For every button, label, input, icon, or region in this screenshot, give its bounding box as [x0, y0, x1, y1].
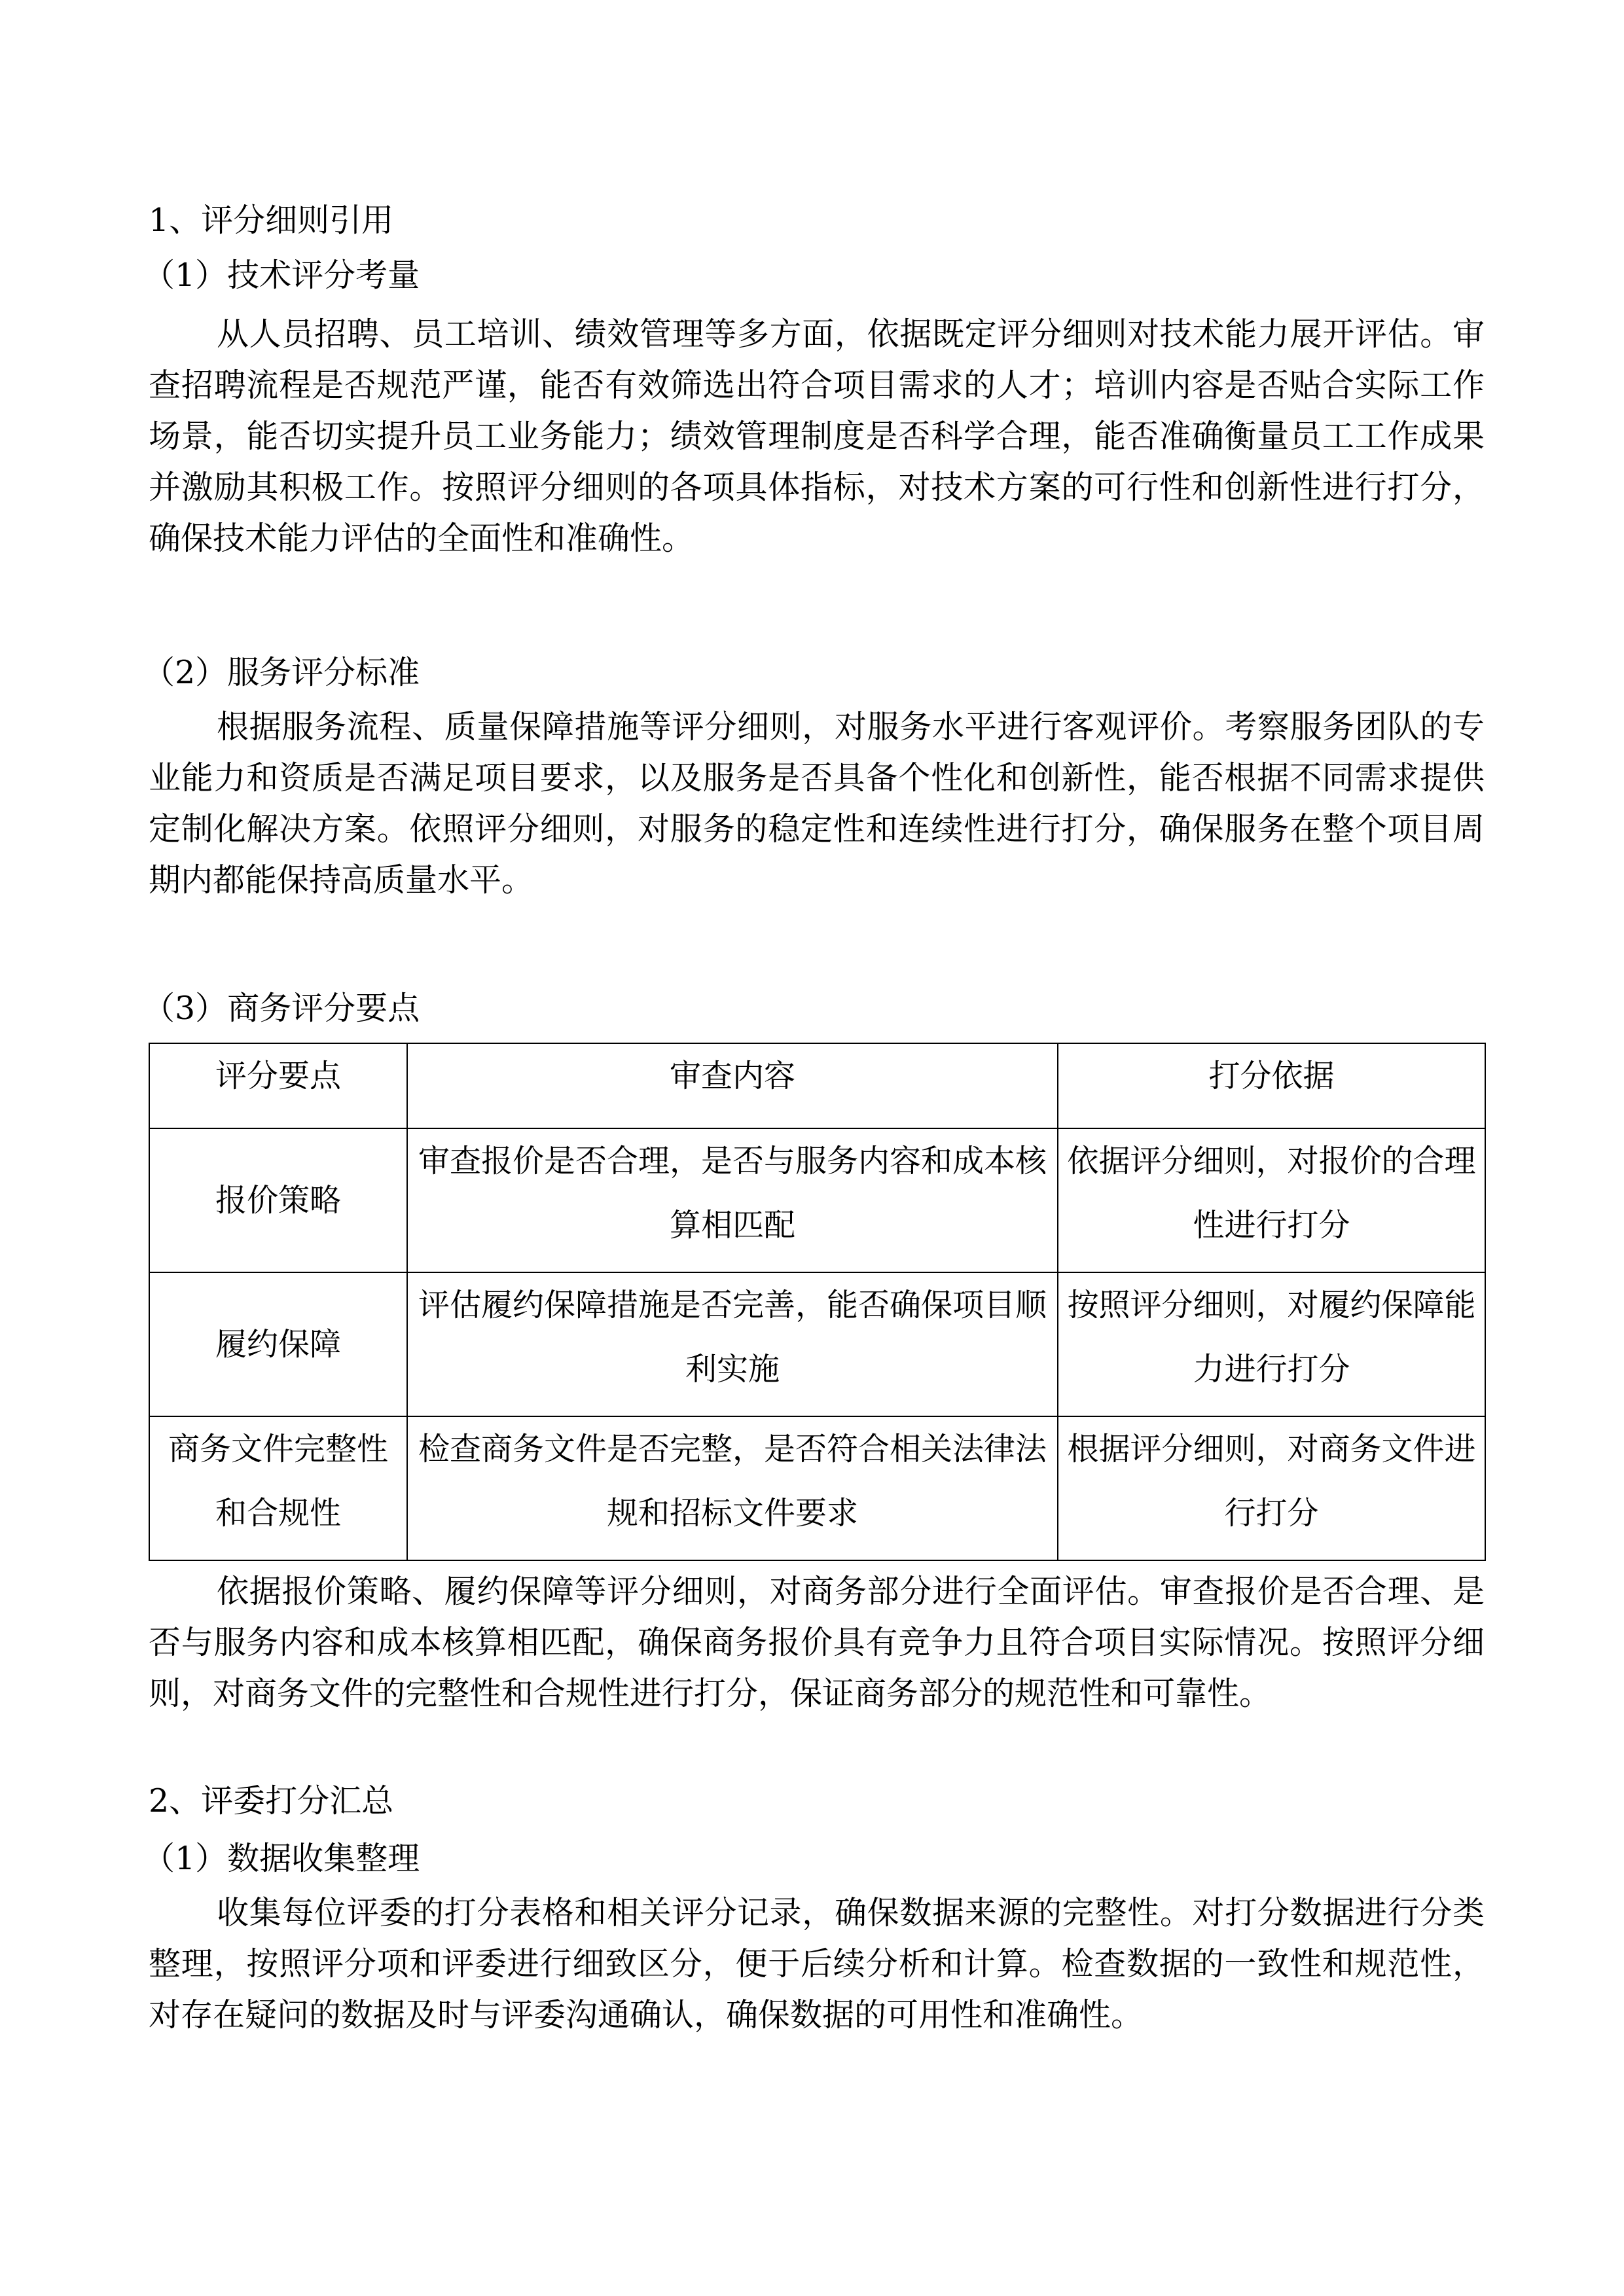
section-1-heading: 1、评分细则引用 [149, 202, 394, 239]
data-collection-paragraph: 收集每位评委的打分表格和相关评分记录，确保数据来源的完整性。对打分数据进行分类整理，按照评分项和评委进行细致区分，便于后续分析和计算。检查数据的一致性和规范性，对存在疑问的数据及时与评委沟通确认，确保数据的可用性和准确性。 [149, 1894, 1485, 2034]
table-cell: 按照评分细则，对履约保障能力进行打分 [1058, 1272, 1485, 1416]
table-cell: 报价策略 [149, 1128, 407, 1272]
table-header-cell: 评分要点 [149, 1043, 407, 1128]
table-cell: 检查商务文件是否完整，是否符合相关法律法规和招标文件要求 [407, 1416, 1058, 1560]
section-2-heading: 2、评委打分汇总 [149, 1782, 394, 1820]
table-cell: 商务文件完整性和合规性 [149, 1416, 407, 1560]
service-paragraph: 根据服务流程、质量保障措施等评分细则，对服务水平进行客观评价。考察服务团队的专业能力和资质是否满足项目要求，以及服务是否具备个性化和创新性，能否根据不同需求提供定制化解决方案。依照评分细则，对服务的稳定性和连续性进行打分，确保服务在整个项目周期内都能保持高质量水平。 [149, 708, 1485, 899]
table-cell: 履约保障 [149, 1272, 407, 1416]
table-row [149, 1272, 1485, 1416]
table-row [149, 1416, 1485, 1560]
subsection-business-heading: （3）商务评分要点 [143, 990, 420, 1027]
table-cell: 评估履约保障措施是否完善，能否确保项目顺利实施 [407, 1272, 1058, 1416]
table-cell: 根据评分细则，对商务文件进行打分 [1058, 1416, 1485, 1560]
table-cell: 审查报价是否合理，是否与服务内容和成本核算相匹配 [407, 1128, 1058, 1272]
business-paragraph: 依据报价策略、履约保障等评分细则，对商务部分进行全面评估。审查报价是否合理、是否与服务内容和成本核算相匹配，确保商务报价具有竞争力且符合项目实际情况。按照评分细则，对商务文件的完整性和合规性进行打分，保证商务部分的规范性和可靠性。 [149, 1573, 1485, 1712]
business-scoring-table [149, 1043, 1486, 1561]
subsection-service-heading: （2）服务评分标准 [143, 654, 420, 691]
table-header-cell: 打分依据 [1058, 1043, 1485, 1128]
table-header-cell: 审查内容 [407, 1043, 1058, 1128]
technical-paragraph: 从人员招聘、员工培训、绩效管理等多方面，依据既定评分细则对技术能力展开评估。审查招聘流程是否规范严谨，能否有效筛选出符合项目需求的人才；培训内容是否贴合实际工作场景，能否切实提升员工业务能力；绩效管理制度是否科学合理，能否准确衡量员工工作成果并激励其积极工作。按照评分细则的各项具体指标，对技术方案的可行性和创新性进行打分，确保技术能力评估的全面性和准确性。 [149, 315, 1485, 557]
table-cell: 依据评分细则，对报价的合理性进行打分 [1058, 1128, 1485, 1272]
table-row [149, 1128, 1485, 1272]
subsection-data-collection-heading: （1）数据收集整理 [143, 1840, 420, 1877]
table-header-row [149, 1043, 1485, 1128]
subsection-technical-heading: （1）技术评分考量 [143, 257, 420, 294]
